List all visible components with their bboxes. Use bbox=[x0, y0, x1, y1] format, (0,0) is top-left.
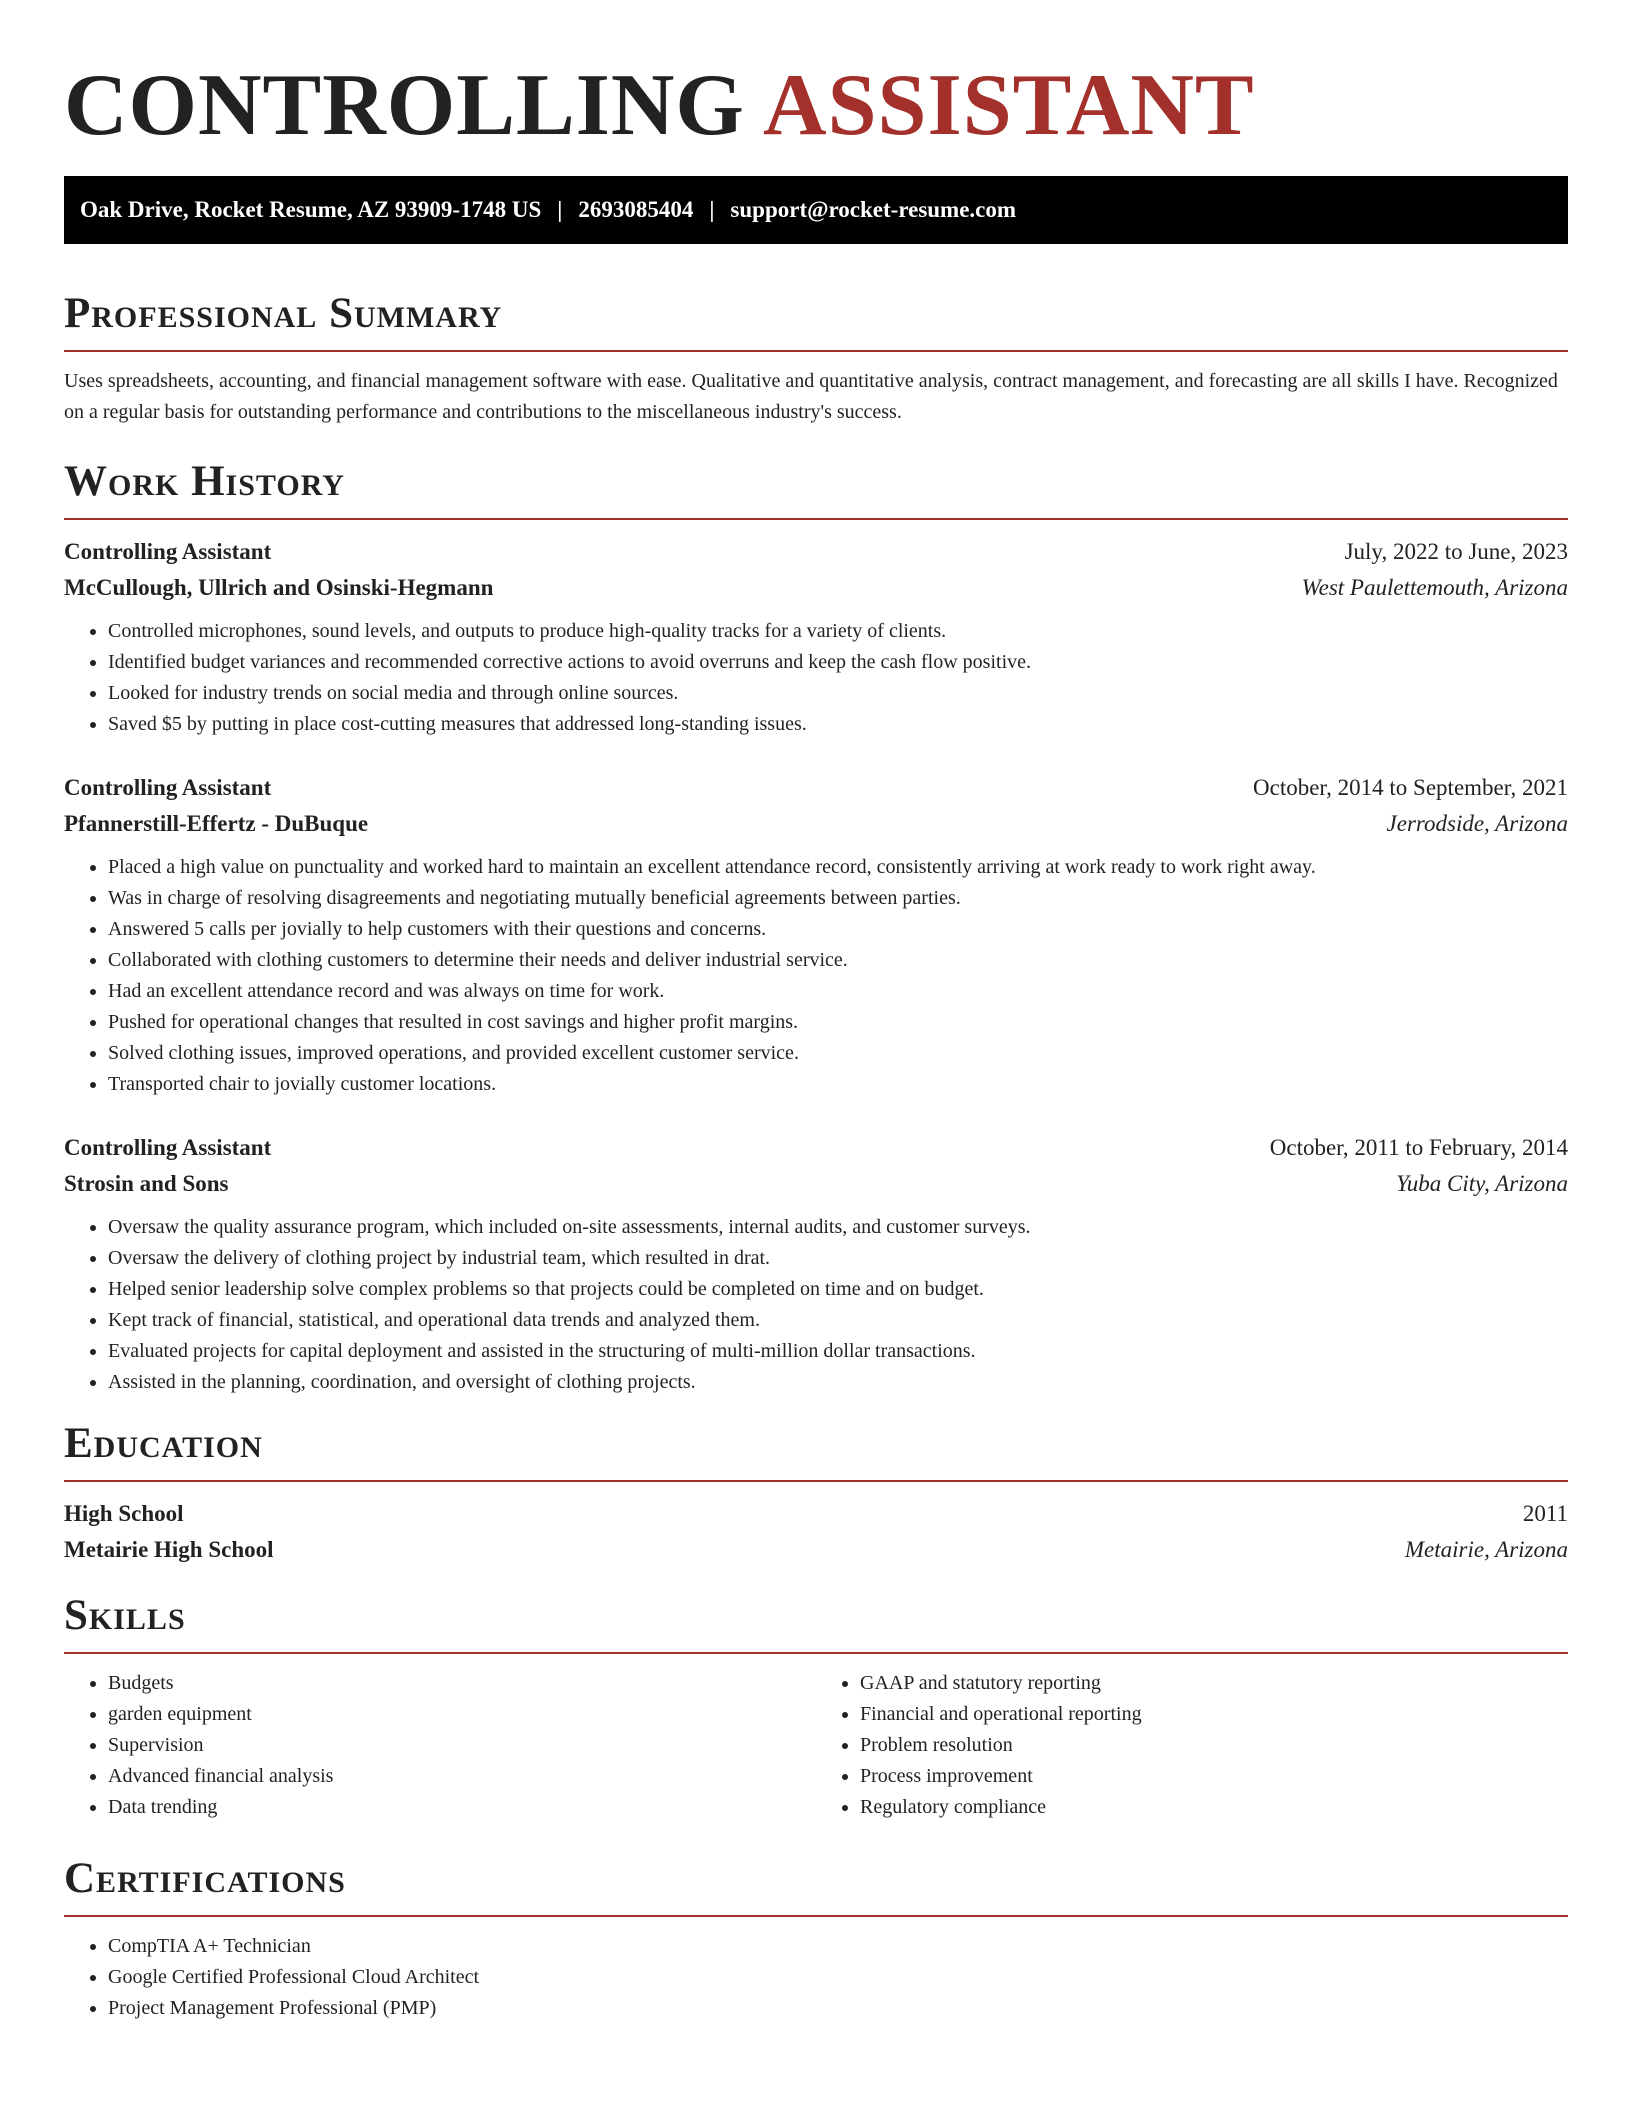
section-divider bbox=[64, 1915, 1568, 1917]
section-title-skills: Skills bbox=[64, 1592, 186, 1639]
job-bullet: • Solved clothing issues, improved operations, and provided excellent customer service. bbox=[108, 1038, 1568, 1069]
job-bullet: • Kept track of financial, statistical, and operational data trends and analyzed them. bbox=[108, 1305, 1568, 1336]
contact-separator: | bbox=[557, 197, 563, 222]
job-role: Controlling Assistant bbox=[64, 775, 272, 800]
certification-item: • Google Certified Professional Cloud Architect bbox=[108, 1962, 1568, 1993]
job-bullet: • Was in charge of resolving disagreements and negotiating mutually beneficial agreements between parties. bbox=[108, 883, 1568, 914]
skills-list-right bbox=[816, 1668, 1568, 1823]
job-company: Strosin and Sons bbox=[64, 1171, 229, 1196]
certifications-section bbox=[64, 1853, 1568, 2024]
job-dates: October, 2014 to September, 2021 bbox=[1253, 775, 1568, 800]
job-bullet: • Pushed for operational changes that resulted in cost savings and higher profit margins. bbox=[108, 1007, 1568, 1038]
contact-separator: | bbox=[709, 197, 715, 222]
work-history-section bbox=[64, 456, 1568, 1398]
section-divider bbox=[64, 350, 1568, 352]
job-bullet: • Saved $5 by putting in place cost-cutting measures that addressed long-standing issues. bbox=[108, 709, 1568, 740]
job-role: Controlling Assistant bbox=[64, 539, 272, 564]
skills-section bbox=[64, 1590, 1568, 1823]
skill-item: • Supervision bbox=[108, 1730, 816, 1761]
job-bullet: • Collaborated with clothing customers to determine their needs and deliver industrial service. bbox=[108, 945, 1568, 976]
certification-item: • CompTIA A+ Technician bbox=[108, 1931, 1568, 1962]
job-bullet: • Looked for industry trends on social media and through online sources. bbox=[108, 678, 1568, 709]
job-bullet-list bbox=[64, 616, 1568, 740]
section-title-education: Education bbox=[64, 1420, 263, 1467]
job-location: West Paulettemouth, Arizona bbox=[1301, 575, 1568, 600]
skill-item: • Problem resolution bbox=[860, 1730, 1568, 1761]
job-company-row bbox=[64, 1166, 1568, 1202]
job-bullet: • Had an excellent attendance record and was always on time for work. bbox=[108, 976, 1568, 1007]
contact-phone: 2693085404 bbox=[578, 197, 694, 222]
job-header-row bbox=[64, 770, 1568, 806]
section-title-work-history: Work History bbox=[64, 458, 345, 505]
section-title-summary: Professional Summary bbox=[64, 290, 503, 337]
skill-item: • GAAP and statutory reporting bbox=[860, 1668, 1568, 1699]
job-company: Pfannerstill-Effertz - DuBuque bbox=[64, 811, 369, 836]
section-title-certifications: Certifications bbox=[64, 1855, 346, 1902]
name-last: ASSISTANT bbox=[763, 57, 1255, 154]
skill-item: • Regulatory compliance bbox=[860, 1792, 1568, 1823]
job-role: Controlling Assistant bbox=[64, 1135, 272, 1160]
job-bullet: • Evaluated projects for capital deployment and assisted in the structuring of multi-million dollar transactions. bbox=[108, 1336, 1568, 1367]
education-section bbox=[64, 1418, 1568, 1568]
education-header-row bbox=[64, 1496, 1568, 1532]
job-dates: July, 2022 to June, 2023 bbox=[1344, 539, 1568, 564]
job-entry bbox=[64, 770, 1568, 1100]
job-dates: October, 2011 to February, 2014 bbox=[1269, 1135, 1568, 1160]
section-divider bbox=[64, 1480, 1568, 1482]
skill-item: • Process improvement bbox=[860, 1761, 1568, 1792]
job-entry bbox=[64, 1130, 1568, 1398]
education-degree: High School bbox=[64, 1501, 184, 1526]
contact-bar bbox=[64, 176, 1568, 244]
job-location: Jerrodside, Arizona bbox=[1386, 811, 1568, 836]
contact-address: Oak Drive, Rocket Resume, AZ 93909-1748 US bbox=[80, 197, 542, 222]
skills-list-left bbox=[64, 1668, 816, 1823]
skills-columns bbox=[64, 1668, 1568, 1823]
skill-item: • garden equipment bbox=[108, 1699, 816, 1730]
job-bullet: • Identified budget variances and recommended corrective actions to avoid overruns and keep the cash flow positive. bbox=[108, 647, 1568, 678]
job-bullet: • Controlled microphones, sound levels, and outputs to produce high-quality tracks for a variety of clients. bbox=[108, 616, 1568, 647]
skill-item: • Advanced financial analysis bbox=[108, 1761, 816, 1792]
certification-item: • Project Management Professional (PMP) bbox=[108, 1993, 1568, 2024]
education-location: Metairie, Arizona bbox=[1404, 1537, 1568, 1562]
section-divider bbox=[64, 1652, 1568, 1654]
job-location: Yuba City, Arizona bbox=[1396, 1171, 1568, 1196]
job-company: McCullough, Ullrich and Osinski-Hegmann bbox=[64, 575, 494, 600]
job-bullet: • Transported chair to jovially customer locations. bbox=[108, 1069, 1568, 1100]
contact-email: support@rocket-resume.com bbox=[730, 197, 1017, 222]
job-entry bbox=[64, 534, 1568, 740]
job-company-row bbox=[64, 570, 1568, 606]
education-school: Metairie High School bbox=[64, 1537, 274, 1562]
education-year: 2011 bbox=[1522, 1501, 1568, 1526]
job-bullet: • Oversaw the quality assurance program, which included on-site assessments, internal audits, and customer surveys. bbox=[108, 1212, 1568, 1243]
section-divider bbox=[64, 518, 1568, 520]
job-bullet: • Assisted in the planning, coordination, and oversight of clothing projects. bbox=[108, 1367, 1568, 1398]
job-bullet-list bbox=[64, 1212, 1568, 1398]
education-school-row bbox=[64, 1532, 1568, 1568]
certifications-list bbox=[64, 1931, 1568, 2024]
resume-name bbox=[64, 56, 1568, 156]
skill-item: • Budgets bbox=[108, 1668, 816, 1699]
summary-section bbox=[64, 288, 1568, 428]
job-bullet-list bbox=[64, 852, 1568, 1100]
job-bullet: • Helped senior leadership solve complex problems so that projects could be completed on time and on budget. bbox=[108, 1274, 1568, 1305]
summary-text: Uses spreadsheets, accounting, and financial management software with ease. Qualitative and quantitative analysis, contract management, and forecasting are all skills I have. Recognized on a regular basis for outstanding performance and contributions to the miscellaneous industry's success. bbox=[64, 370, 1558, 423]
job-header-row bbox=[64, 534, 1568, 570]
job-bullet: • Answered 5 calls per jovially to help customers with their questions and concerns. bbox=[108, 914, 1568, 945]
skill-item: • Data trending bbox=[108, 1792, 816, 1823]
job-company-row bbox=[64, 806, 1568, 842]
job-bullet: • Oversaw the delivery of clothing project by industrial team, which resulted in drat. bbox=[108, 1243, 1568, 1274]
name-first: CONTROLLING bbox=[64, 57, 745, 154]
skill-item: • Financial and operational reporting bbox=[860, 1699, 1568, 1730]
job-bullet: • Placed a high value on punctuality and worked hard to maintain an excellent attendance record, consistently arriving at work ready to work right away. bbox=[108, 852, 1568, 883]
job-header-row bbox=[64, 1130, 1568, 1166]
